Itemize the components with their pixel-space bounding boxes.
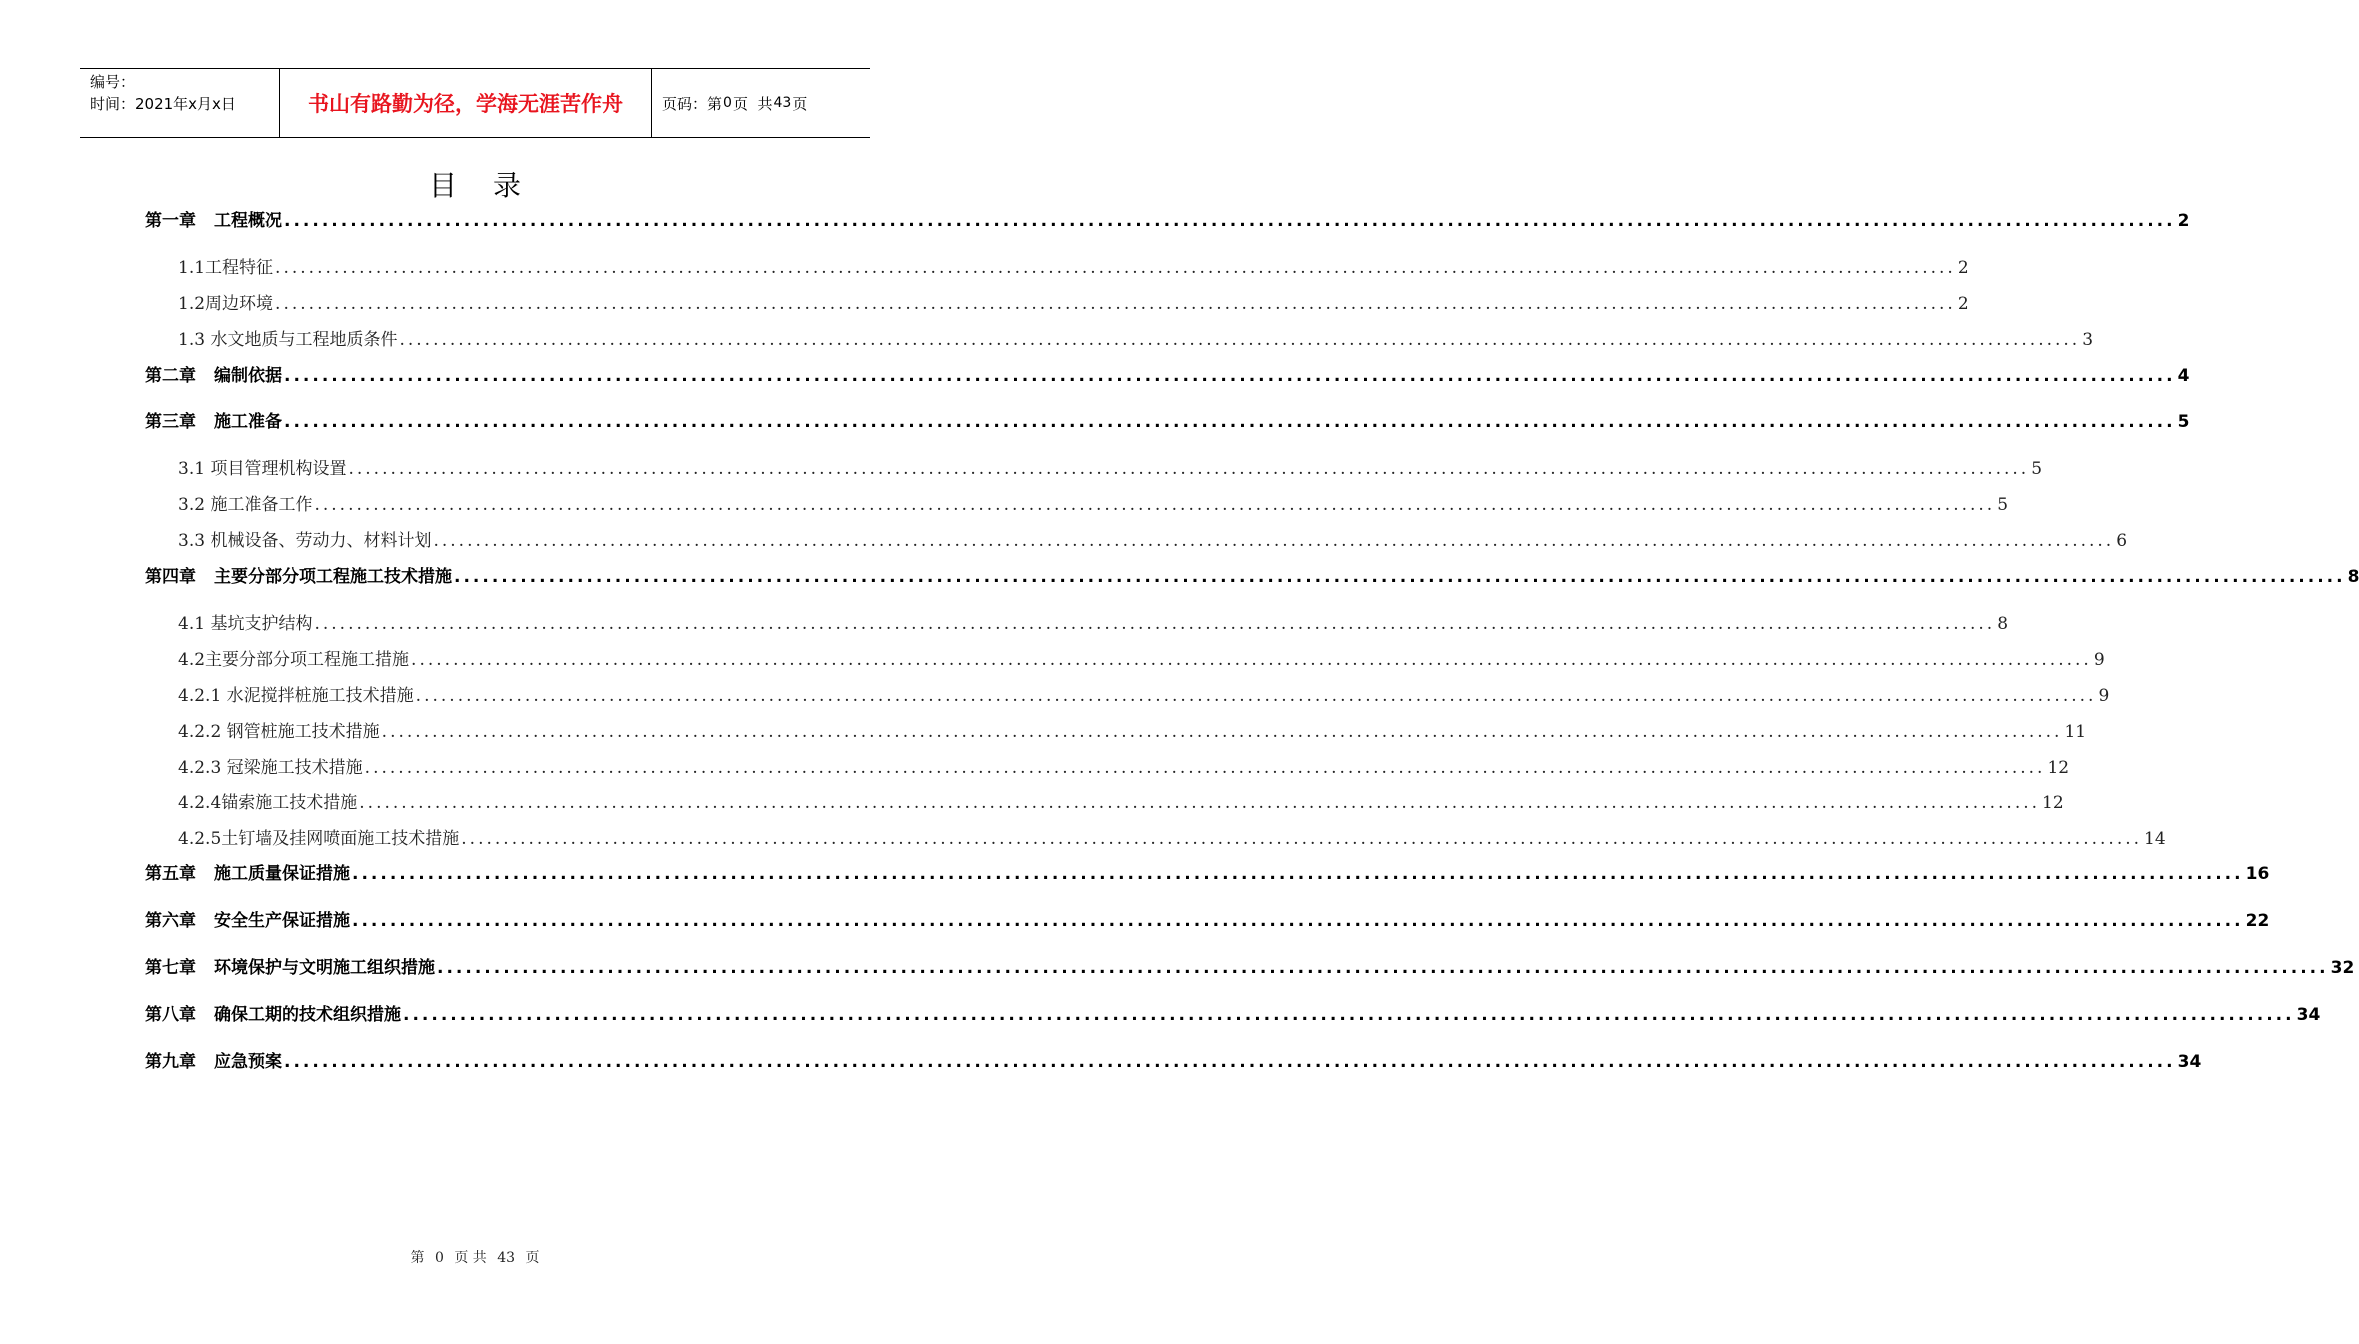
toc-entry-title: 4.2.1 水泥搅拌桩施工技术措施 bbox=[178, 686, 414, 706]
toc-page-number: 2 bbox=[2177, 211, 2190, 231]
toc-entry-label bbox=[145, 410, 282, 434]
page-footer bbox=[0, 1247, 950, 1267]
toc-page-number: 34 bbox=[2177, 1052, 2202, 1072]
toc-entry-label bbox=[178, 292, 273, 316]
toc-entry-title: 应急预案 bbox=[214, 1052, 282, 1072]
toc-chapter-number: 第六章 bbox=[145, 911, 196, 931]
toc-chapter-number: 第四章 bbox=[145, 567, 196, 587]
header-number-label: 编号： bbox=[90, 73, 136, 91]
header-meta bbox=[80, 69, 280, 137]
toc-page-number: 5 bbox=[2177, 412, 2190, 432]
toc-chapter-entry bbox=[145, 1003, 2321, 1027]
toc-dot-leader: ........................................................................................................................................................................................................ bbox=[314, 495, 1996, 515]
toc-entry-label bbox=[145, 209, 282, 233]
toc-entry-title: 确保工期的技术组织措施 bbox=[214, 1005, 401, 1025]
toc-dot-leader: ........................................................................................................................................................................................................ bbox=[411, 650, 2092, 670]
toc-page-number: 12 bbox=[2042, 793, 2064, 813]
toc-page-number: 16 bbox=[2245, 864, 2270, 884]
toc-section-entry bbox=[178, 328, 2094, 352]
toc-chapter-entry bbox=[145, 909, 2270, 933]
header-page-suffix: 页 bbox=[792, 94, 808, 113]
toc-chapter-entry bbox=[145, 862, 2270, 886]
toc-entry-title: 4.2.3 冠梁施工技术措施 bbox=[178, 758, 363, 778]
toc-chapter-number: 第七章 bbox=[145, 958, 196, 978]
toc-dot-leader: ........................................................................................................................................................................................................ bbox=[364, 758, 2046, 778]
toc-entry-label bbox=[178, 256, 273, 280]
toc-page-number: 32 bbox=[2330, 958, 2355, 978]
toc-dot-leader: ........................................................................................................................................................................................................ bbox=[399, 330, 2081, 350]
toc-entry-label bbox=[145, 956, 435, 980]
toc-entry-title: 工程概况 bbox=[214, 211, 282, 231]
toc-dot-leader: ........................................................................................................................................................................................................ bbox=[348, 459, 2030, 479]
toc-dot-leader: ........................................................................................................................................................................................................ bbox=[275, 294, 1956, 314]
toc-dot-leader: ........................................................................................................................................................................................................ bbox=[415, 686, 2097, 706]
toc-dot-leader: ........................................................................................................................................................................................................ bbox=[275, 258, 1956, 278]
footer-mid: 页 共 bbox=[454, 1250, 487, 1266]
toc-page-number: 14 bbox=[2144, 829, 2166, 849]
toc-entry-title: 施工准备 bbox=[214, 412, 282, 432]
toc-chapter-entry bbox=[145, 410, 2190, 434]
toc-dot-leader: ........................................................................................................................................................................................................ bbox=[359, 793, 2041, 813]
toc-section-entry bbox=[178, 529, 2128, 553]
toc-entry-title: 1.1工程特征 bbox=[178, 258, 274, 278]
toc-entry-label bbox=[178, 493, 312, 517]
footer-prefix: 第 bbox=[410, 1250, 425, 1266]
toc-entry-label bbox=[178, 612, 312, 636]
toc-dot-leader: ........................................................................................................................................................................................................ bbox=[352, 864, 2244, 884]
toc-chapter-number: 第二章 bbox=[145, 366, 196, 386]
toc-page-number: 6 bbox=[2116, 531, 2128, 551]
header-page-mid: 页 共 bbox=[732, 94, 773, 113]
toc-chapter-number: 第一章 bbox=[145, 211, 196, 231]
toc-entry-label bbox=[178, 827, 459, 851]
toc-chapter-number: 第九章 bbox=[145, 1052, 196, 1072]
toc-page-number: 11 bbox=[2064, 722, 2087, 742]
toc-section-entry bbox=[178, 684, 2110, 708]
toc-entry-label bbox=[145, 364, 282, 388]
toc-page-number: 34 bbox=[2296, 1005, 2321, 1025]
toc-entry-label bbox=[145, 1003, 401, 1027]
toc-page-number: 4 bbox=[2177, 366, 2190, 386]
toc-section-entry bbox=[178, 256, 1969, 280]
toc-dot-leader: ........................................................................................................................................................................................................ bbox=[437, 958, 2329, 978]
toc-entry-label bbox=[145, 862, 350, 886]
toc-section-entry bbox=[178, 827, 2166, 851]
toc-entry-label bbox=[145, 565, 452, 589]
toc-section-entry bbox=[178, 457, 2043, 481]
toc-entry-label bbox=[145, 909, 350, 933]
toc-page-number: 9 bbox=[2093, 650, 2105, 670]
toc-entry-title: 3.3 机械设备、劳动力、材料计划 bbox=[178, 531, 432, 551]
toc-page-number: 8 bbox=[2347, 567, 2359, 587]
toc-section-entry bbox=[178, 756, 2070, 780]
toc-dot-leader: ........................................................................................................................................................................................................ bbox=[403, 1005, 2295, 1025]
toc-chapter-entry bbox=[145, 1050, 2202, 1074]
header-time-label: 时间：2021年x月x日 bbox=[90, 95, 236, 113]
toc-entry-label bbox=[178, 791, 357, 815]
toc-entry-label bbox=[178, 457, 346, 481]
toc-entry-title: 4.2.2 钢管桩施工技术措施 bbox=[178, 722, 380, 742]
toc-page-number: 12 bbox=[2047, 758, 2070, 778]
toc-dot-leader: ........................................................................................................................................................................................................ bbox=[454, 567, 2346, 587]
toc-entry-label bbox=[145, 1050, 282, 1074]
toc-chapter-number: 第八章 bbox=[145, 1005, 196, 1025]
footer-current: 0 bbox=[434, 1250, 444, 1266]
toc-page-number: 22 bbox=[2245, 911, 2270, 931]
toc-entry-label bbox=[178, 756, 363, 780]
toc-entry-label bbox=[178, 328, 397, 352]
toc-page-number: 8 bbox=[1997, 614, 2009, 634]
toc-chapter-entry bbox=[145, 209, 2190, 233]
toc-section-entry bbox=[178, 493, 2009, 517]
toc-entry-label bbox=[178, 720, 380, 744]
toc-entry-title: 4.2.5土钉墙及挂网喷面施工技术措施 bbox=[178, 829, 460, 849]
footer-total: 43 bbox=[497, 1250, 516, 1266]
toc-entry-title: 3.1 项目管理机构设置 bbox=[178, 459, 347, 479]
toc-dot-leader: ........................................................................................................................................................................................................ bbox=[352, 911, 2244, 931]
toc-dot-leader: ........................................................................................................................................................................................................ bbox=[314, 614, 1996, 634]
toc-section-entry bbox=[178, 612, 2009, 636]
page-header bbox=[80, 68, 870, 138]
footer-suffix: 页 bbox=[525, 1250, 540, 1266]
toc-dot-leader: ........................................................................................................................................................................................................ bbox=[461, 829, 2143, 849]
toc-entry-title: 4.2.4锚索施工技术措施 bbox=[178, 793, 358, 813]
toc-page-number: 5 bbox=[2031, 459, 2043, 479]
toc-entry-label bbox=[178, 684, 414, 708]
toc-entry-title: 施工质量保证措施 bbox=[214, 864, 350, 884]
header-page-current: 0 bbox=[723, 95, 732, 111]
toc-page-number: 5 bbox=[1997, 495, 2009, 515]
toc-entry-title: 编制依据 bbox=[214, 366, 282, 386]
toc-title: 目录 bbox=[428, 169, 557, 202]
toc-dot-leader: ........................................................................................................................................................................................................ bbox=[284, 412, 2176, 432]
toc-entry-title: 主要分部分项工程施工技术措施 bbox=[214, 567, 452, 587]
toc-page-number: 2 bbox=[1957, 294, 1969, 314]
toc-dot-leader: ........................................................................................................................................................................................................ bbox=[284, 211, 2176, 231]
toc-dot-leader: ........................................................................................................................................................................................................ bbox=[284, 366, 2176, 386]
header-page-info bbox=[652, 69, 870, 137]
toc-dot-leader: ........................................................................................................................................................................................................ bbox=[381, 722, 2063, 742]
header-motto: 书山有路勤为径，学海无涯苦作舟 bbox=[280, 69, 652, 137]
toc-entry-title: 环境保护与文明施工组织措施 bbox=[214, 958, 435, 978]
toc-page-number: 3 bbox=[2082, 330, 2094, 350]
toc-entry-label bbox=[178, 648, 409, 672]
header-page-total: 43 bbox=[773, 95, 792, 111]
toc-chapter-entry bbox=[145, 565, 2359, 589]
toc-section-entry bbox=[178, 720, 2087, 744]
toc-dot-leader: ........................................................................................................................................................................................................ bbox=[284, 1052, 2176, 1072]
toc-entry-title: 1.2周边环境 bbox=[178, 294, 274, 314]
toc-entry-label bbox=[178, 529, 431, 553]
toc-page-number: 9 bbox=[2098, 686, 2110, 706]
toc-chapter-entry bbox=[145, 956, 2355, 980]
toc-chapter-entry bbox=[145, 364, 2190, 388]
toc-page-number: 2 bbox=[1957, 258, 1969, 278]
toc-entry-title: 安全生产保证措施 bbox=[214, 911, 350, 931]
toc-entry-title: 3.2 施工准备工作 bbox=[178, 495, 313, 515]
toc-entry-title: 4.1 基坑支护结构 bbox=[178, 614, 313, 634]
toc-entry-title: 1.3 水文地质与工程地质条件 bbox=[178, 330, 398, 350]
toc-section-entry bbox=[178, 292, 1969, 316]
toc-entry-title: 4.2主要分部分项工程施工措施 bbox=[178, 650, 410, 670]
toc-dot-leader: ........................................................................................................................................................................................................ bbox=[433, 531, 2115, 551]
toc-chapter-number: 第三章 bbox=[145, 412, 196, 432]
header-page-prefix: 页码：第 bbox=[662, 94, 723, 113]
toc-section-entry bbox=[178, 648, 2105, 672]
toc-section-entry bbox=[178, 791, 2064, 815]
toc-chapter-number: 第五章 bbox=[145, 864, 196, 884]
